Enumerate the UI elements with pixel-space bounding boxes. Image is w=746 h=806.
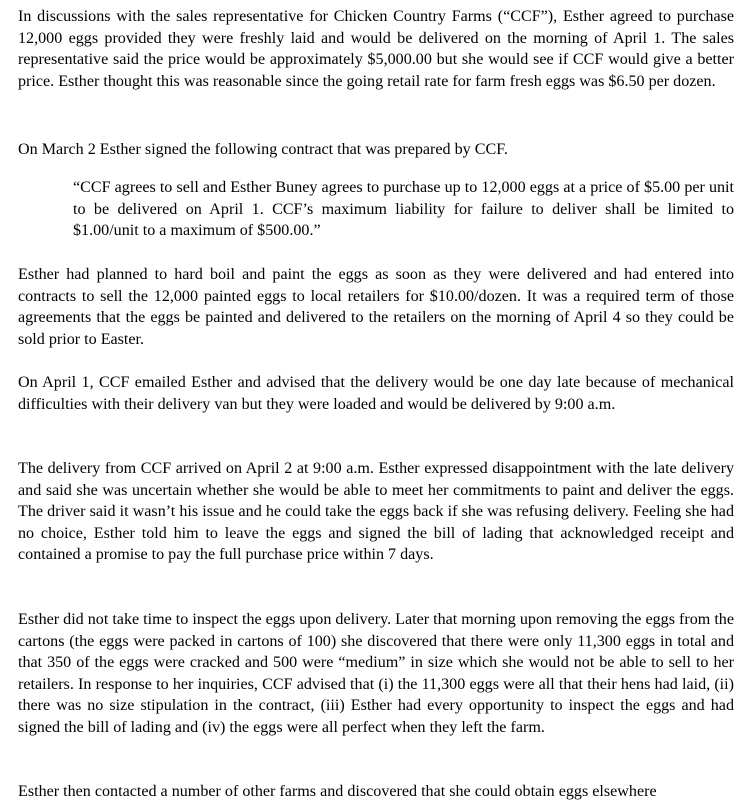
contract-quote: “CCF agrees to sell and Esther Buney agrees to purchase up to 12,000 eggs at a price of $5.00 per unit to be delivered on April 1. CCF’s maximum liability for failure to deliver shall be limited to $1.00/unit to a maximum of $500.00.” [73,179,734,240]
paragraph-inspection: Esther did not take time to inspect the eggs upon delivery. Later that morning upon removing the eggs from the cartons (the eggs were packed in cartons of 100) she discovered that there were only 11,300 eggs in total and that 350 of the eggs were cracked and 500 were “medium” in size which she would not be able to sell to her retailers. In response to her inquiries, CCF advised that (i) the 11,300 eggs were all that their hens had laid, (ii) there was no size stipulation in the contract, (iii) Esther had every opportunity to inspect the eggs and had signed the bill of lading and (iv) the eggs were all perfect when they left the farm. [18,611,734,736]
paragraph-negotiation: In discussions with the sales representative for Chicken Country Farms (“CCF”), Esther agreed to purchase 12,000 eggs provided they were freshly laid and would be delivered on the morning of April 1. The sales representative said the price would be approximately $5,000.00 but she would see if CCF would give a better price. Esther thought this was reasonable since the going retail rate for farm fresh eggs was $6.50 per dozen. [18,8,734,90]
paragraph-delay-notice: On April 1, CCF emailed Esther and advised that the delivery would be one day late because of mechanical difficulties with their delivery van but they were loaded and would be delivered by 9:00 a.m. [18,374,734,413]
paragraph-delivery: The delivery from CCF arrived on April 2 at 9:00 a.m. Esther expressed disappointment with the late delivery and said she was uncertain whether she would be able to meet her commitments to paint and deliver the eggs. The driver said it wasn’t his issue and he could take the eggs back if she was refusing delivery. Feeling she had no choice, Esther told him to leave the eggs and signed the bill of lading that acknowledged receipt and contained a promise to pay the full purchase price within 7 days. [18,460,734,564]
paragraph-resale-plan: Esther had planned to hard boil and paint the eggs as soon as they were delivered and had entered into contracts to sell the 12,000 painted eggs to local retailers for $10.00/dozen. It was a required term of those agreements that the eggs be painted and delivered to the retailers on the morning of April 4 so they could be sold prior to Easter. [18,266,734,348]
paragraph-other-farms: Esther then contacted a number of other farms and discovered that she could obtain eggs elsewhere [18,783,657,800]
paragraph-contract-intro: On March 2 Esther signed the following contract that was prepared by CCF. [18,141,508,158]
